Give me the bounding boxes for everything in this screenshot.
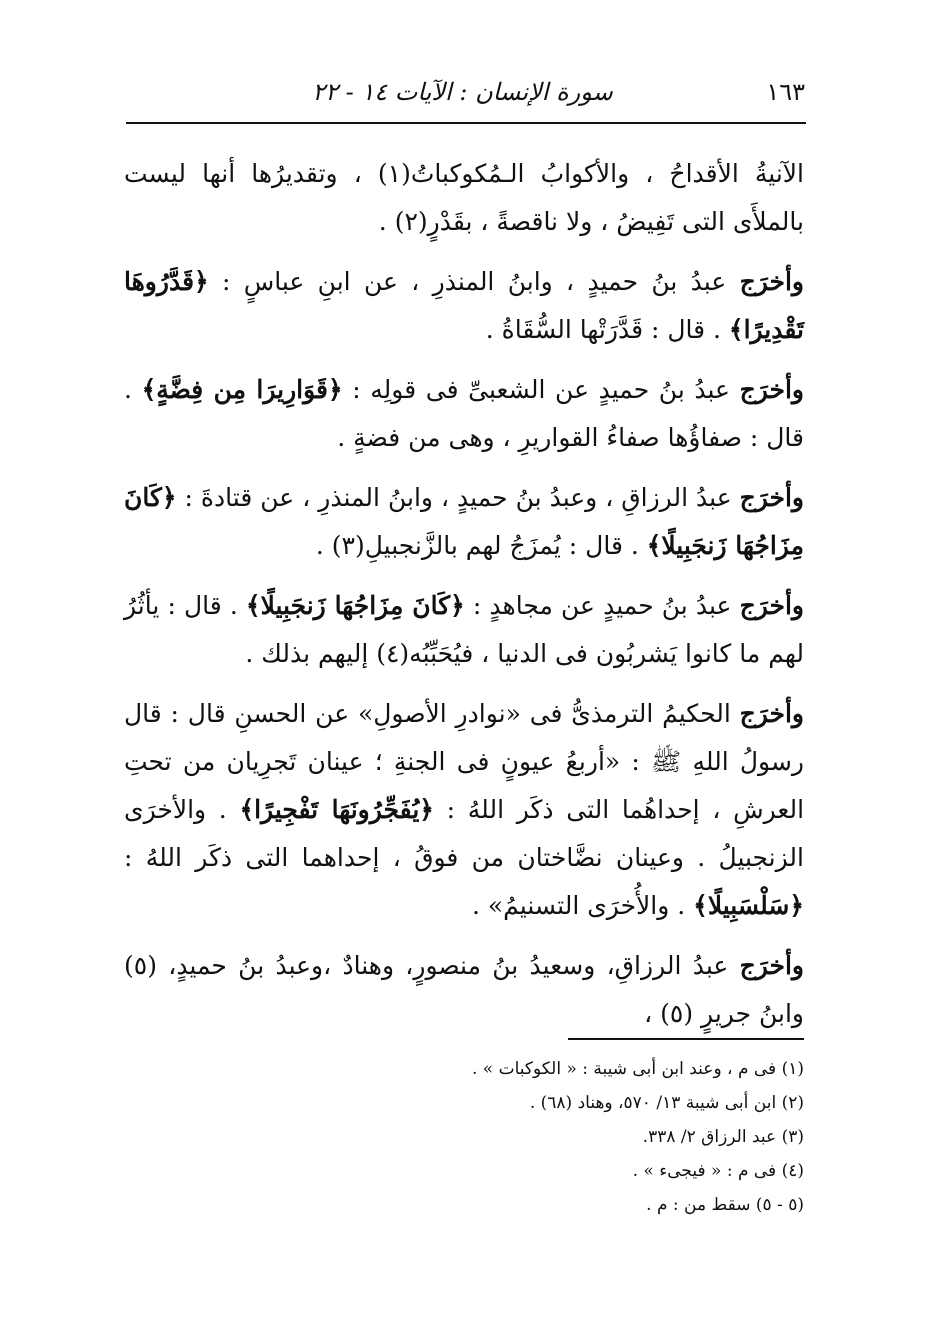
header-rule <box>126 122 806 124</box>
paragraph-text: . قال : قَدَّرَتْها السُّقَاةُ . <box>485 315 729 344</box>
paragraph-text: الآنيةُ الأقداحُ ، والأكوابُ الـمُكوكباتُ(١) ، وتقديرُها أنها ليست بالملأَى التى تَفِيضُ ، ولا ناقصةً ، بقَدْرٍ(٢) . <box>124 159 804 236</box>
paragraph-lead: وأخرَج <box>739 951 804 980</box>
paragraph-text: . والأُخرَى التسنيمُ» . <box>471 891 694 920</box>
paragraph-text: . قال : يأثُرُ لهم ما كانوا يَشربُون فى الدنيا ، فيُحَبِّبُه(٤) إليهم بذلك . <box>124 591 804 668</box>
paragraph-4 <box>124 474 804 570</box>
footnote-1: (١) فى م ، وعند ابن أبى شيبة : « الكوكبات » . <box>471 1059 804 1079</box>
quran-quote: ﴿قَوَارِيرَا مِن فِضَّةٍ﴾ <box>141 375 343 404</box>
running-title: سورة الإنسان : الآيات ١٤ - ٢٢ <box>312 78 613 106</box>
paragraph-text: عبدُ الرزاقِ، وسعيدُ بنُ منصورٍ، وهنادٌ ،وعبدُ بنُ حميدٍ، (٥) وابنُ جريرٍ (٥) ، <box>124 951 804 1028</box>
footnote-3: (٣) عبد الرزاق ٢/ ٣٣٨. <box>642 1127 804 1147</box>
footnotes <box>400 1052 804 1222</box>
paragraph-3 <box>124 366 804 462</box>
paragraph-2 <box>124 258 804 354</box>
footnote-2: (٢) ابن أبى شيبة ١٣/ ٥٧٠، وهناد (٦٨) . <box>529 1093 804 1113</box>
quran-quote: ﴿كَانَ مِزَاجُهَا زَنجَبِيلًا﴾ <box>124 483 804 560</box>
paragraph-5 <box>124 582 804 678</box>
paragraph-text: . قال : صفاؤُها صفاءُ القواريرِ ، وهى من فضةٍ . <box>124 375 804 452</box>
paragraph-text: . قال : يُمزَجُ لهم بالزَّنجبيلِ(٣) . <box>315 531 647 560</box>
paragraph-text: عبدُ بنُ حميدٍ عن الشعبىِّ فى قولِه : <box>342 375 740 404</box>
paragraph-1 <box>124 150 804 246</box>
paragraph-lead: وأخرَج <box>739 699 804 728</box>
footnote-4: (٤) فى م : « فيجىء » . <box>632 1161 804 1181</box>
quran-quote: ﴿سَلْسَبِيلًا﴾ <box>693 891 804 920</box>
quran-quote: ﴿كَانَ مِزَاجُهَا زَنجَبِيلًا﴾ <box>245 591 465 620</box>
paragraph-6 <box>124 690 804 930</box>
paragraph-text: عبدُ بنُ حميدٍ ، وابنُ المنذرِ ، عن ابنِ عباسٍ : <box>208 267 740 296</box>
paragraph-text: الحكيمُ الترمذىُّ فى «نوادرِ الأصولِ» عن الحسنِ قال : قال رسولُ اللهِ ﷺ : «أربعُ عيونٍ فى الجنةِ ؛ عينان تَجرِيان من تحتِ العرشِ ، إحداهُما التى ذكَر اللهُ : <box>124 699 805 824</box>
paragraph-lead: وأخرَج <box>739 483 804 512</box>
paragraph-text: . والأخرَى الزنجبيلُ . وعينان نضَّاختان من فوقُ ، إحداهما التى ذكَر اللهُ : <box>124 795 804 872</box>
paragraph-7 <box>124 942 804 1038</box>
paragraph-text: عبدُ بنُ حميدٍ عن مجاهدٍ : <box>464 591 740 620</box>
page-header <box>120 68 805 120</box>
paragraph-lead: وأخرَج <box>739 591 804 620</box>
paragraph-lead: وأخرَج <box>739 267 804 296</box>
footnote-5: (٥ - ٥) سقط من : م . <box>646 1195 804 1215</box>
footnote-separator <box>568 1038 804 1040</box>
paragraph-text: عبدُ الرزاقِ ، وعبدُ بنُ حميدٍ ، وابنُ المنذرِ ، عن قتادةَ : <box>176 483 740 512</box>
quran-quote: ﴿قَدَّرُوهَا تَقْدِيرًا﴾ <box>124 267 804 344</box>
page-number: ١٦٣ <box>766 78 805 106</box>
quran-quote: ﴿يُفَجِّرُونَهَا تَفْجِيرًا﴾ <box>239 795 434 824</box>
paragraph-lead: وأخرَج <box>739 375 804 404</box>
main-text <box>124 150 804 1050</box>
